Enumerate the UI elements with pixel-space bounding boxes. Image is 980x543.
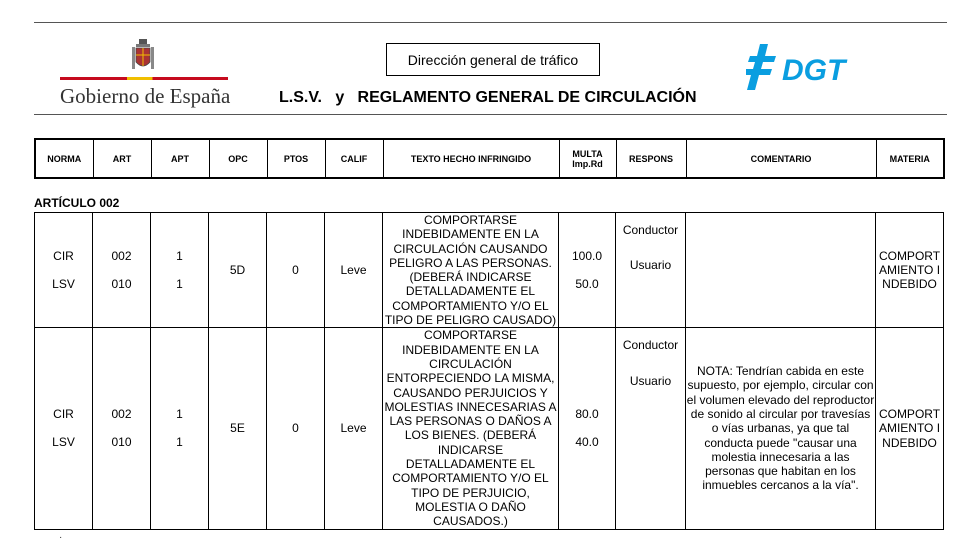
table-row bbox=[35, 328, 944, 529]
cell-texto: COMPORTARSE INDEBIDAMENTE EN LA CIRCULACIÓN ENTORPECIENDO LA MISMA, CAUSANDO PERJUICIOS Y MOLESTIAS INNECESARIAS A LAS PERSONAS O DAÑOS A LOS BIENES. (DEBERÁ INDICARSE DETALLADAMENTE EL COMPORTAMIENTO Y/O EL TIPO DE PERJUICIO, MOLESTIA O DAÑO CAUSADOS.) bbox=[384, 328, 557, 529]
norma-value: CIR bbox=[53, 407, 74, 422]
art-value: 010 bbox=[111, 435, 132, 450]
dgt-logo bbox=[746, 44, 858, 92]
header-rule bbox=[34, 114, 947, 115]
table-header bbox=[34, 138, 945, 179]
col-art: ART bbox=[93, 139, 151, 178]
cell-calif: Leve bbox=[325, 328, 383, 529]
cell-materia: COMPORTAMIENTO INDEBIDO bbox=[876, 213, 944, 328]
col-texto: TEXTO HECHO INFRINGIDO bbox=[383, 139, 559, 178]
spanish-flag-stripe bbox=[60, 77, 228, 80]
cell-norma bbox=[35, 213, 93, 328]
norma-value: CIR bbox=[53, 248, 74, 263]
cell-respons bbox=[616, 213, 686, 328]
col-opc: OPC bbox=[209, 139, 267, 178]
apt-value: 1 bbox=[176, 277, 183, 292]
col-respons: RESPONS bbox=[616, 139, 686, 178]
col-ptos: PTOS bbox=[267, 139, 325, 178]
cell-opc: 5E bbox=[209, 328, 267, 529]
cell-calif: Leve bbox=[325, 213, 383, 328]
infractions-table bbox=[34, 212, 944, 530]
gobierno-de-espana-logo bbox=[58, 38, 233, 110]
page-title: L.S.V. y REGLAMENTO GENERAL DE CIRCULACIÓN bbox=[279, 89, 697, 106]
footer-mark: · bbox=[59, 532, 63, 543]
col-materia: MATERIA bbox=[876, 139, 944, 178]
multa-value: 80.0 bbox=[575, 407, 599, 422]
col-apt: APT bbox=[151, 139, 209, 178]
multa-value: 40.0 bbox=[575, 435, 599, 450]
coat-of-arms-icon bbox=[130, 38, 156, 72]
cell-apt bbox=[151, 213, 209, 328]
cell-materia: COMPORTAMIENTO INDEBIDO bbox=[876, 328, 944, 529]
table-row bbox=[35, 213, 944, 328]
dgt-logo-text: DGT bbox=[782, 54, 846, 87]
art-value: 002 bbox=[111, 248, 132, 263]
cell-comentario bbox=[686, 213, 876, 328]
cell-art bbox=[93, 328, 151, 529]
section-title: ARTÍCULO 002 bbox=[34, 196, 120, 210]
cell-multa bbox=[559, 328, 616, 529]
col-calif: CALIF bbox=[325, 139, 383, 178]
gov-logo-text: Gobierno de España bbox=[60, 84, 231, 108]
cell-ptos: 0 bbox=[267, 328, 325, 529]
respons-value: Usuario bbox=[629, 373, 672, 388]
directorate-label: Dirección general de tráfico bbox=[386, 43, 600, 76]
apt-value: 1 bbox=[176, 407, 183, 422]
apt-value: 1 bbox=[176, 435, 183, 450]
cell-art bbox=[93, 213, 151, 328]
cell-ptos: 0 bbox=[267, 213, 325, 328]
respons-value: Usuario bbox=[629, 258, 672, 273]
multa-value: 50.0 bbox=[575, 277, 599, 292]
norma-value: LSV bbox=[52, 435, 75, 450]
respons-value: Conductor bbox=[622, 338, 679, 353]
col-multa bbox=[559, 139, 616, 178]
cell-texto: COMPORTARSE INDEBIDAMENTE EN LA CIRCULACIÓN CAUSANDO PELIGRO A LAS PERSONAS. (DEBERÁ INDICARSE DETALLADAMENTE EL COMPORTAMIENTO Y/O EL TIPO DE PELIGRO CAUSADO) bbox=[383, 213, 559, 328]
art-value: 010 bbox=[111, 277, 132, 292]
col-comentario: COMENTARIO bbox=[686, 139, 876, 178]
col-multa-label: MULTA bbox=[572, 148, 603, 159]
cell-opc: 5D bbox=[209, 213, 267, 328]
multa-value: 100.0 bbox=[571, 248, 603, 263]
cell-apt bbox=[151, 328, 209, 529]
cell-comentario: NOTA: Tendrían cabida en este supuesto, por ejemplo, circular con el volumen elevado del reproductor de sonido al circular por travesías o vías urbanas, ya que tal conducta puede "causar una molestia innecesaria a las personas que habitan en los inmuebles cercanos a la vía". bbox=[686, 328, 876, 529]
respons-value: Conductor bbox=[622, 223, 679, 237]
apt-value: 1 bbox=[176, 248, 183, 263]
col-norma: NORMA bbox=[35, 139, 93, 178]
cell-respons bbox=[616, 328, 686, 529]
cell-multa bbox=[559, 213, 616, 328]
col-multa-sub: Imp.Rd bbox=[572, 158, 603, 169]
art-value: 002 bbox=[111, 407, 132, 422]
top-rule bbox=[34, 22, 947, 23]
cell-norma bbox=[35, 328, 93, 529]
norma-value: LSV bbox=[52, 277, 75, 292]
